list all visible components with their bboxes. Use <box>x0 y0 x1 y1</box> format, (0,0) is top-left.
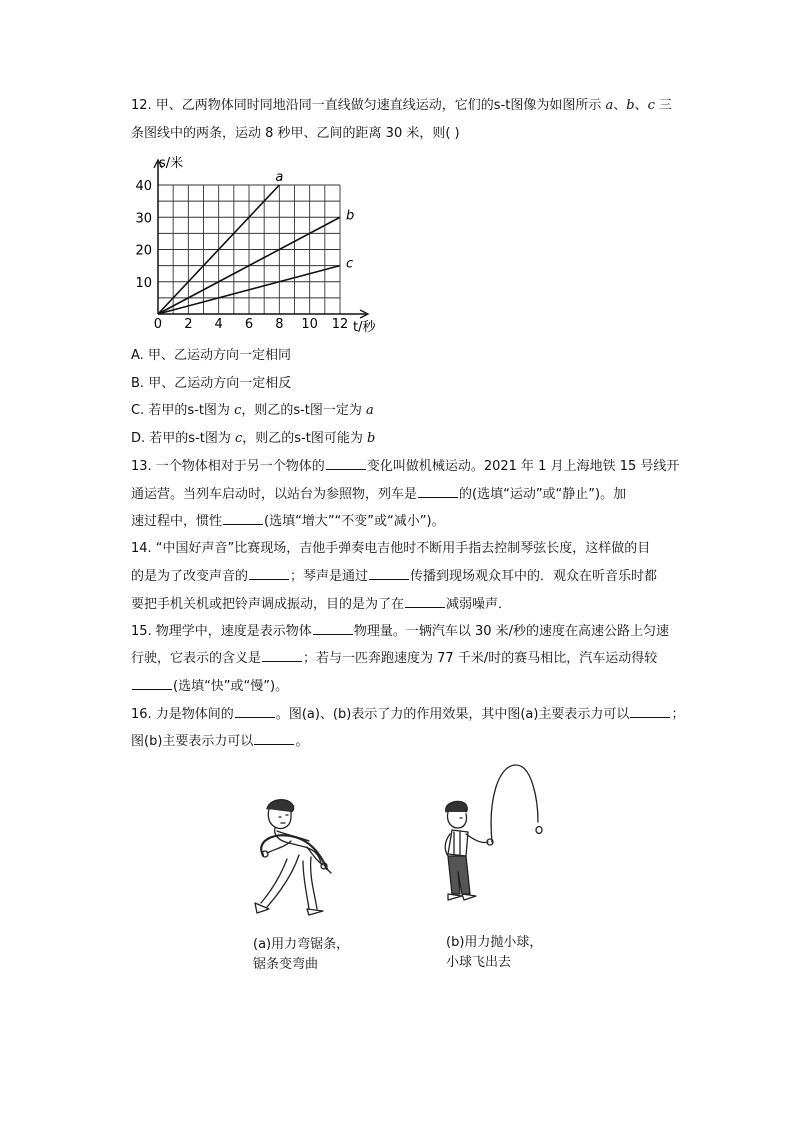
y-tick-label: 10 <box>135 275 152 291</box>
caption-line: (b)用力抛小球， <box>446 935 543 950</box>
caption-line: 小球飞出去 <box>446 955 512 970</box>
q13-line-2 <box>131 485 626 504</box>
x-tick-label: 0 <box>153 317 162 332</box>
q13-text: 的(选填“运动”或“静止”)。加 <box>459 487 627 502</box>
option-var: c <box>234 403 242 418</box>
figure-a-caption <box>253 935 349 975</box>
q16-text: 16. 力是物体间的 <box>131 707 234 722</box>
series-label-c: c <box>346 256 354 272</box>
chart-grid <box>158 185 340 314</box>
q12-stem-line-1 <box>131 97 672 115</box>
q12-sep: 、 <box>613 98 627 113</box>
q14-line-1: 14. “中国好声音”比赛现场，吉他手弹奏电吉他时不断用手指去控制琴弦长度，这样做的目 <box>131 541 651 556</box>
x-tick-label: 6 <box>244 317 254 332</box>
caption-line: 锯条变弯曲 <box>253 957 319 972</box>
option-text: 甲、乙运动方向一定相同 <box>147 348 291 363</box>
x-axis-label: t/秒 <box>353 320 376 335</box>
q13-line-1 <box>131 457 679 476</box>
q14-text: 传播到现场观众耳中的．观众在听音乐时都 <box>410 569 658 584</box>
option-text: ，则乙的s-t图一定为 <box>241 403 367 418</box>
q13-text: 13. 一个物体相对于另一个物体的 <box>131 459 325 474</box>
x-tick-label: 12 <box>331 317 349 332</box>
option-var: a <box>366 403 374 418</box>
q13-text: 变化叫做机械运动。2021 年 1 月上海地铁 15 号线开 <box>366 459 680 474</box>
q12-var-c: c <box>647 98 655 113</box>
q12-option-c[interactable] <box>131 402 374 420</box>
q12-option-d[interactable] <box>131 430 375 448</box>
q13-text: (选填“增大”“不变”或“减小”)。 <box>264 514 445 529</box>
q12-sep: 、 <box>634 98 648 113</box>
series-label-a: a <box>275 170 284 185</box>
q12-option-b[interactable] <box>131 375 291 393</box>
y-axis-label: s/米 <box>159 156 184 171</box>
option-var: b <box>366 431 376 446</box>
q13-line-3 <box>131 512 445 531</box>
caption-line: (a)用力弯锯条， <box>253 937 350 952</box>
x-tick-label: 8 <box>275 317 284 332</box>
answer-blank[interactable] <box>313 622 353 635</box>
q14-text: 要把手机关机或把铃声调成振动，目的是为了在 <box>131 597 405 612</box>
x-tick-label: 2 <box>184 317 193 332</box>
q15-text: 15. 物理学中，速度是表示物体 <box>131 624 312 639</box>
st-chart <box>126 152 396 338</box>
answer-blank[interactable] <box>235 705 275 718</box>
q14-text: 的是为了改变声音的 <box>131 569 249 584</box>
answer-blank[interactable] <box>630 705 670 718</box>
y-tick-label: 20 <box>135 243 152 259</box>
q15-text: (选填“快”或“慢”)。 <box>173 679 289 694</box>
q16-text: 图(b)主要表示力可以 <box>131 734 254 749</box>
figure-b-caption <box>446 933 542 973</box>
q12-option-a[interactable] <box>131 347 291 365</box>
q12-var-b: b <box>626 98 635 113</box>
q12-stem-line-2: 条图线中的两条，运动 8 秒甲、乙间的距离 30 米，则( ) <box>131 126 460 141</box>
x-tick-label: 4 <box>214 317 223 332</box>
chart-axes <box>154 160 368 318</box>
q15-line-3 <box>131 677 288 696</box>
answer-blank[interactable] <box>418 485 458 498</box>
answer-blank[interactable] <box>405 595 445 608</box>
q12-stem-text: 12. 甲、乙两物体同时同地沿同一直线做匀速直线运动，它们的s-t图像为如图所示 <box>131 98 606 113</box>
answer-blank[interactable] <box>254 732 294 745</box>
q15-text: 行驶，它表示的含义是 <box>131 651 262 666</box>
q14-text: ；琴声是通过 <box>290 569 369 584</box>
figure-a-bending-saw-illustration <box>245 795 345 927</box>
q16-text: 。 <box>295 734 309 749</box>
q12-stem-tail: 三 <box>654 98 673 113</box>
q15-line-2 <box>131 649 657 668</box>
q12-var-a: a <box>605 98 614 113</box>
answer-blank[interactable] <box>132 677 172 690</box>
q13-text: 通运营。当列车启动时，以站台为参照物，列车是 <box>131 487 418 502</box>
answer-blank[interactable] <box>249 567 289 580</box>
q16-line-2 <box>131 732 308 751</box>
series-label-b: b <box>346 208 355 224</box>
q14-text: 减弱噪声． <box>446 597 512 612</box>
q16-text: 。图(a)、(b)表示了力的作用效果，其中图(a)主要表示力可以 <box>275 707 630 722</box>
answer-blank[interactable] <box>262 649 302 662</box>
q15-line-1 <box>131 622 669 641</box>
y-tick-label: 40 <box>135 179 152 194</box>
y-tick-label: 30 <box>135 211 152 227</box>
figure-b-throwing-ball-illustration <box>432 760 557 932</box>
option-text: ，则乙的s-t图可能为 <box>242 431 367 446</box>
q16-text: ； <box>671 707 685 722</box>
answer-blank[interactable] <box>369 567 409 580</box>
q15-text: 物理量。一辆汽车以 30 米/秒的速度在高速公路上匀速 <box>353 624 669 639</box>
answer-blank[interactable] <box>326 457 366 470</box>
option-text: 若甲的s-t图为 <box>149 431 235 446</box>
option-label: A. <box>131 348 144 363</box>
option-label: C. <box>131 403 145 418</box>
q13-text: 速过程中，惯性 <box>131 514 223 529</box>
x-tick-label: 10 <box>301 317 318 332</box>
q14-line-2 <box>131 567 657 586</box>
q14-line-3 <box>131 595 511 614</box>
option-var: c <box>235 431 243 446</box>
option-label: D. <box>131 431 146 446</box>
q16-line-1 <box>131 705 684 724</box>
answer-blank[interactable] <box>223 512 263 525</box>
q15-text: ；若与一匹奔跑速度为 77 千米/时的赛马相比，汽车运动得较 <box>303 651 658 666</box>
option-label: B. <box>131 376 145 391</box>
option-text: 甲、乙运动方向一定相反 <box>148 376 292 391</box>
option-text: 若甲的s-t图为 <box>148 403 235 418</box>
